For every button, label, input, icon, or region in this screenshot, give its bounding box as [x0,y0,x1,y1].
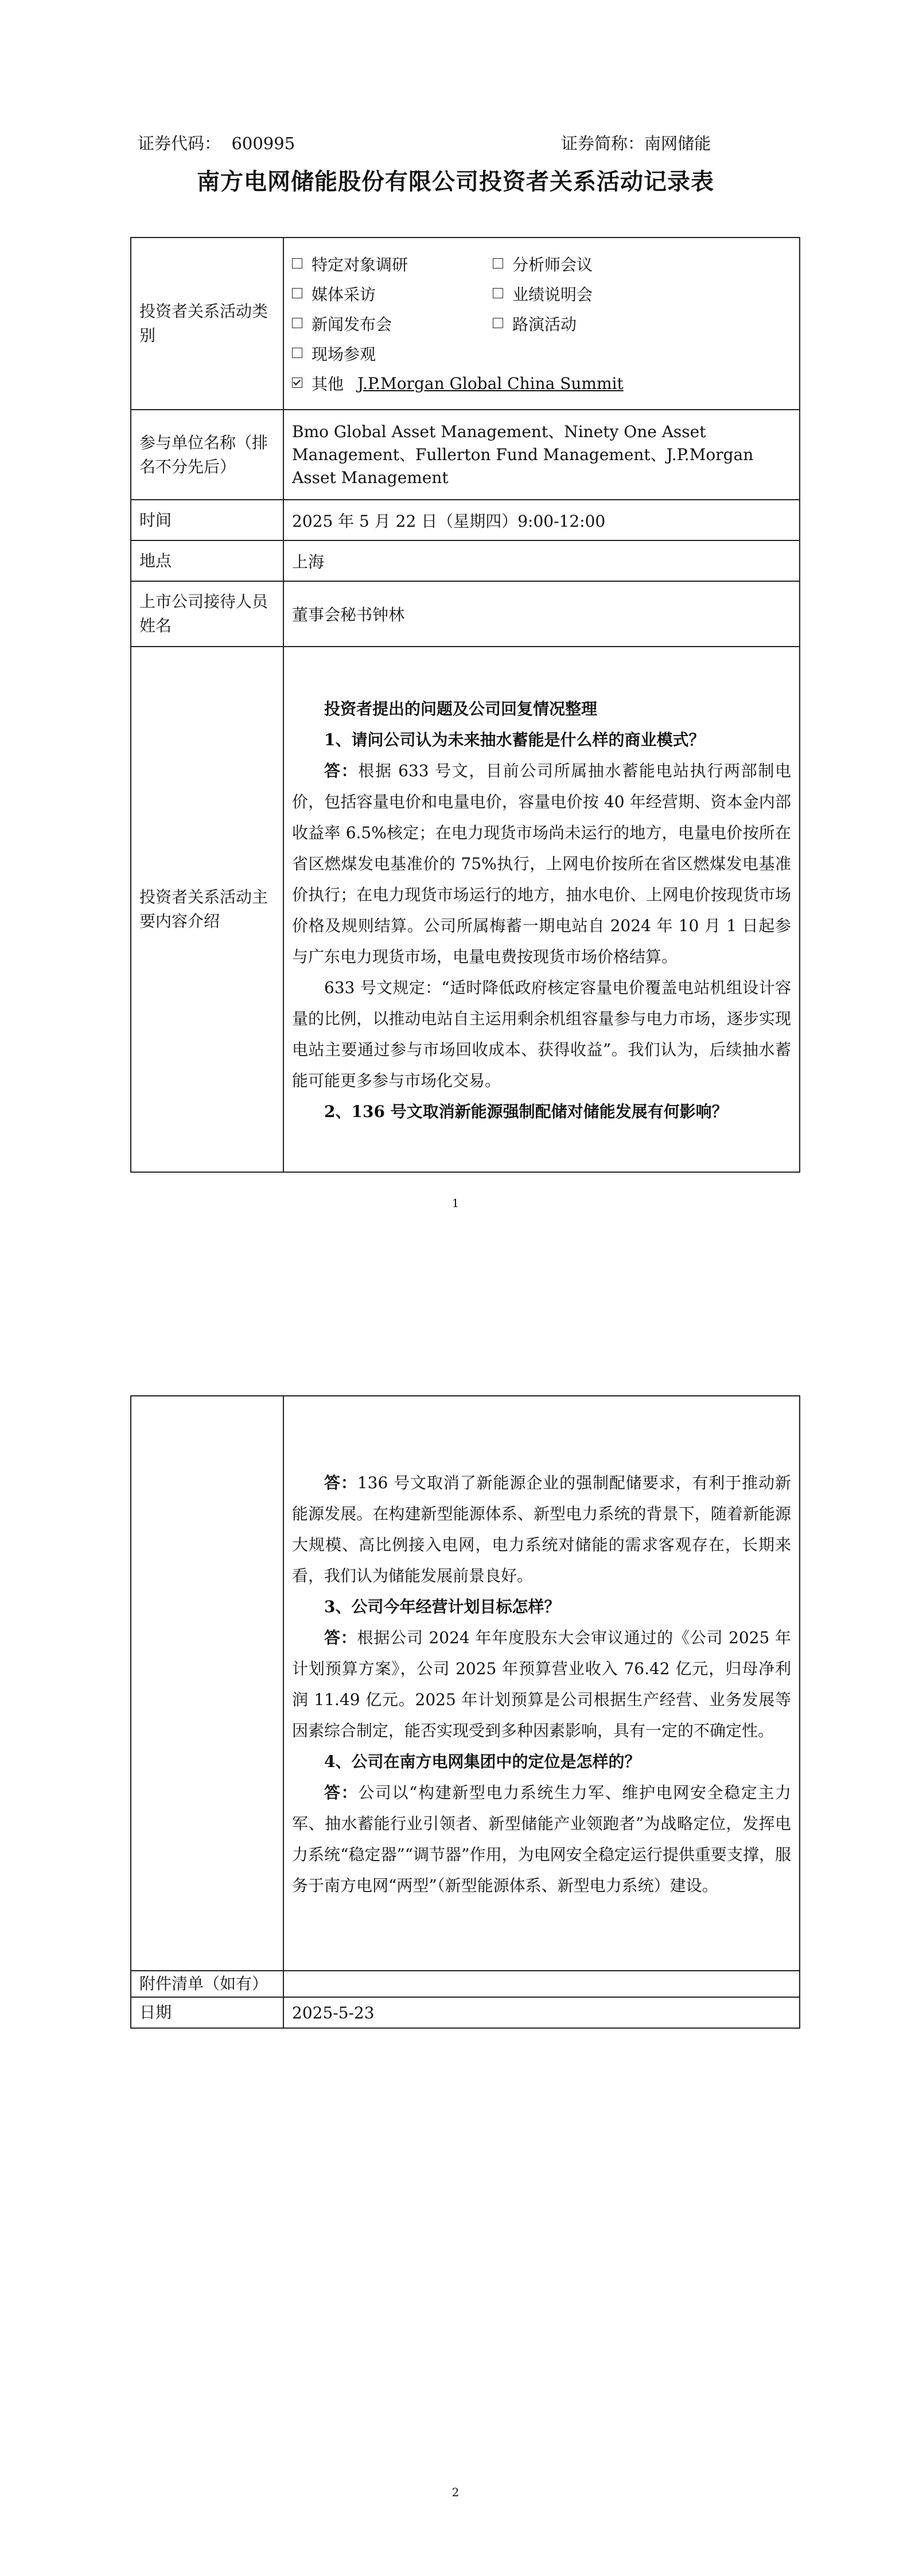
receptionist-value: 董事会秘书钟林 [283,581,800,647]
participants-value: Bmo Global Asset Management、Ninety One Asset Management、Fullerton Fund Management、J.P.Morgan Asset Management [283,410,800,500]
record-table-page-1 [130,237,800,1173]
checkbox-icon [292,258,302,269]
question-2: 2、136 号文取消新能源强制配储对储能发展有何影响？ [324,1102,728,1121]
participants-label: 参与单位名称（排名不分先后） [131,410,283,500]
content-body [283,647,800,1172]
option-site-visit[interactable]: 现场参观 [292,342,493,365]
checkbox-icon [493,318,503,328]
location-label: 地点 [131,540,283,581]
other-value: J.P.Morgan Global China Summit [357,373,624,393]
stock-code-value: 600995 [231,134,295,153]
category-options [283,238,800,410]
row-content-continued [131,1396,800,1971]
row-attachments [131,1971,800,1997]
content-body-continued [283,1396,800,1971]
time-label: 时间 [131,500,283,540]
stock-code [138,131,295,154]
stock-code-label: 证券代码： [138,134,221,153]
option-analyst-meeting[interactable]: 分析师会议 [493,252,676,275]
page-number-2: 2 [451,2485,460,2499]
stock-abbreviation [561,131,711,154]
location-value: 上海 [283,540,800,581]
stock-abbr-value: 南网储能 [644,134,711,153]
row-content [131,647,800,1172]
row-location [131,540,800,581]
time-value: 2025 年 5 月 22 日（星期四）9:00-12:00 [283,500,800,540]
answer-4: 答：公司以“构建新型电力系统生力军、维护电网安全稳定主力军、抽水蓄能行业引领者、新型储能产业领跑者”为战略定位，发挥电力系统“稳定器”“调节器”作用，为电网安全稳定运行提供重要支撑，服务于南方电网“两型”（新型能源体系、新型电力系统）建设。 [292,1783,791,1895]
document-title: 南方电网储能股份有限公司投资者关系活动记录表 [197,168,714,195]
row-date [131,1997,800,2028]
question-4: 4、公司在南方电网集团中的定位是怎样的？ [324,1752,641,1771]
receptionist-label: 上市公司接待人员姓名 [131,581,283,647]
option-media-interview[interactable]: 媒体采访 [292,282,493,305]
option-roadshow[interactable]: 路演活动 [493,312,676,335]
row-category [131,238,800,410]
option-press-conference[interactable]: 新闻发布会 [292,312,493,335]
checkbox-icon [493,288,503,298]
section-title: 投资者提出的问题及公司回复情况整理 [324,699,598,718]
row-time [131,500,800,540]
option-earnings-call[interactable]: 业绩说明会 [493,282,676,305]
content-label-continued [131,1396,283,1971]
checked-checkbox-icon [292,378,302,388]
question-1: 1、请问公司认为未来抽水蓄能是什么样的商业模式？ [324,730,705,749]
answer-1-paragraph-2: 633 号文规定：“适时降低政府核定容量电价覆盖电站机组设计容量的比例，以推动电站自主运用剩余机组容量参与电力市场，逐步实现电站主要通过参与市场回收成本、获得收益”。我们认为，后续抽水蓄能可能更多参与市场化交易。 [292,978,791,1090]
checkbox-icon [292,348,302,358]
checkbox-icon [292,288,302,298]
checkbox-icon [493,258,503,269]
option-other[interactable] [292,372,676,395]
date-label: 日期 [131,1997,283,2028]
page-number-1: 1 [451,1196,460,1210]
row-participants [131,410,800,500]
date-value: 2025-5-23 [283,1997,800,2028]
category-label: 投资者关系活动类别 [131,238,283,410]
record-table-page-2 [130,1395,800,2029]
row-receptionist [131,581,800,647]
attachments-label: 附件清单（如有） [131,1971,283,1997]
checkbox-icon [292,318,302,328]
stock-abbr-label: 证券简称： [561,134,645,153]
answer-3: 答：根据公司 2024 年年度股东大会审议通过的《公司 2025 年计划预算方案》，公司 2025 年预算营业收入 76.42 亿元，归母净利润 11.49 亿元。2025 年计划预算是公司根据生产经营、业务发展等因素综合制定，能否实现受到多种因素影响，具有一定的不确定性。 [292,1628,791,1740]
answer-2: 答：136 号文取消了新能源企业的强制配储要求，有利于推动新能源发展。在构建新型能源体系、新型电力系统的背景下，随着新能源大规模、高比例接入电网，电力系统对储能的需求客观存在，长期来看，我们认为储能发展前景良好。 [292,1473,791,1585]
other-label: 其他 [312,375,344,394]
option-specific-research[interactable]: 特定对象调研 [292,252,493,275]
question-3: 3、公司今年经营计划目标怎样？ [324,1597,560,1616]
answer-1-paragraph-1: 答：根据 633 号文，目前公司所属抽水蓄能电站执行两部制电价，包括容量电价和电量电价，容量电价按 40 年经营期、资本金内部收益率 6.5%核定；在电力现货市场尚未运行的地方，电量电价按所在省区燃煤发电基准价的 75%执行，上网电价按所在省区燃煤发电基准价执行；在电力现货市场运行的地方，抽水电价、上网电价按现货市场价格及规则结算。公司所属梅蓄一期电站自 2024 年 10 月 1 日起参与广东电力现货市场，电量电费按现货市场价格结算。 [292,761,791,966]
content-label: 投资者关系活动主要内容介绍 [131,647,283,1172]
attachments-value [283,1971,800,1997]
